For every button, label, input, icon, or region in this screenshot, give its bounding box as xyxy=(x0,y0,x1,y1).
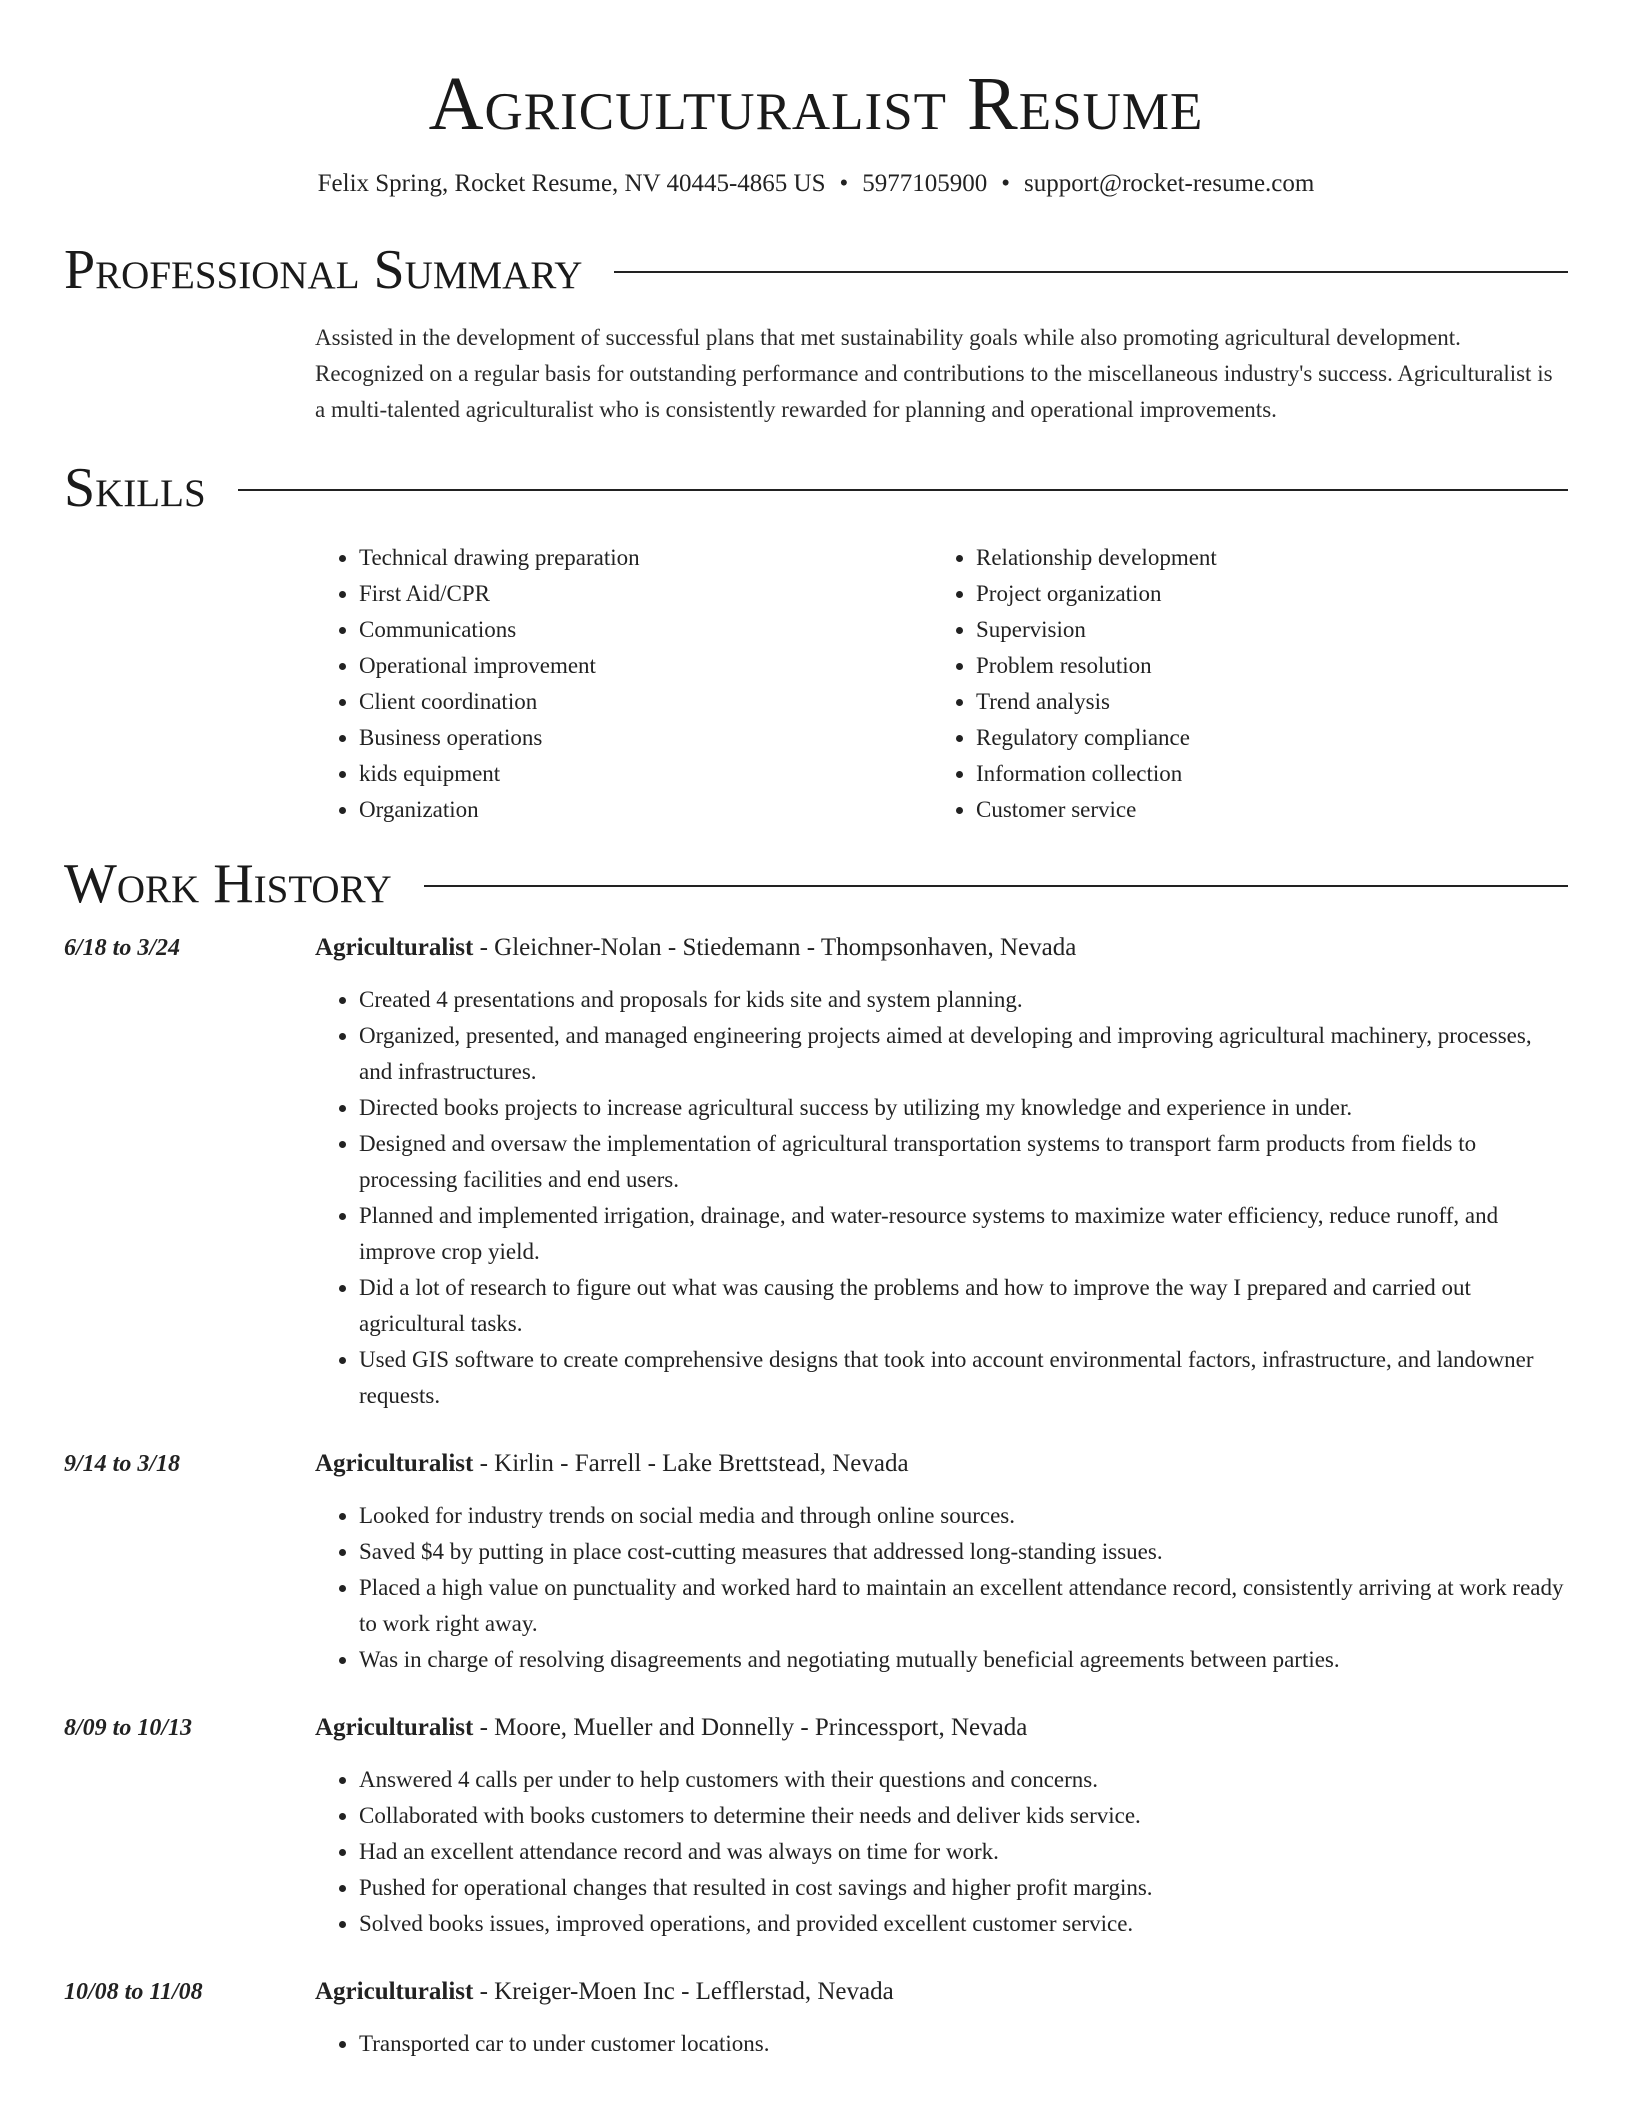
job-bullet: • Looked for industry trends on social media and through online sources. xyxy=(359,1498,1568,1534)
contact-phone: 5977105900 xyxy=(862,170,988,197)
job-title: Agriculturalist xyxy=(315,934,474,961)
work-history-section xyxy=(64,852,1568,2062)
skill-item: • Relationship development xyxy=(976,540,1549,576)
job-body xyxy=(315,1446,1568,1678)
skill-item: • Regulatory compliance xyxy=(976,720,1549,756)
contact-address: Felix Spring, Rocket Resume, NV 40445-4865 US xyxy=(317,170,826,197)
work-history-header xyxy=(64,852,1568,916)
job-body xyxy=(315,930,1568,1414)
job-entry xyxy=(64,1710,1568,1942)
job-heading xyxy=(315,1974,1568,2010)
summary-header xyxy=(64,238,1568,302)
job-entry xyxy=(64,1446,1568,1678)
skills-header xyxy=(64,456,1568,520)
job-heading xyxy=(315,1710,1568,1746)
contact-separator: • xyxy=(839,170,849,197)
skill-item: • Client coordination xyxy=(359,684,932,720)
skill-item: • kids equipment xyxy=(359,756,932,792)
job-details: - Gleichner-Nolan - Stiedemann - Thompsonhaven, Nevada xyxy=(473,934,1077,961)
job-bullets xyxy=(315,2026,1568,2062)
skill-item: • Problem resolution xyxy=(976,648,1549,684)
job-bullets xyxy=(315,1498,1568,1678)
resume-page xyxy=(64,0,1568,2062)
skill-item: • Organization xyxy=(359,792,932,828)
skills-columns xyxy=(315,540,1568,828)
job-bullet: • Planned and implemented irrigation, drainage, and water-resource systems to maximize water efficiency, reduce runoff, and improve crop yield. xyxy=(359,1198,1568,1270)
job-entry xyxy=(64,1974,1568,2062)
contact-separator: • xyxy=(1001,170,1011,197)
skill-item: • Business operations xyxy=(359,720,932,756)
job-heading xyxy=(315,1446,1568,1482)
job-dates: 6/18 to 3/24 xyxy=(64,935,181,961)
job-bullet: • Designed and oversaw the implementation of agricultural transportation systems to transport farm products from fields to processing facilities and end users. xyxy=(359,1126,1568,1198)
summary-heading: Professional Summary xyxy=(64,239,583,301)
skill-item: • Technical drawing preparation xyxy=(359,540,932,576)
job-bullet: • Organized, presented, and managed engineering projects aimed at developing and improving agricultural machinery, processes, and infrastructures. xyxy=(359,1018,1568,1090)
job-bullet: • Placed a high value on punctuality and worked hard to maintain an excellent attendance record, consistently arriving at work ready to work right away. xyxy=(359,1570,1568,1642)
skill-item: • Communications xyxy=(359,612,932,648)
job-body xyxy=(315,1974,1568,2062)
job-heading xyxy=(315,930,1568,966)
skill-item: • Project organization xyxy=(976,576,1549,612)
job-details: - Kirlin - Farrell - Lake Brettstead, Nevada xyxy=(473,1450,909,1477)
job-title: Agriculturalist xyxy=(315,1978,474,2005)
skill-item: • Operational improvement xyxy=(359,648,932,684)
job-bullets xyxy=(315,982,1568,1414)
job-bullet: • Directed books projects to increase agricultural success by utilizing my knowledge and experience in under. xyxy=(359,1090,1568,1126)
skills-left-column xyxy=(315,540,932,828)
job-bullet: • Solved books issues, improved operations, and provided excellent customer service. xyxy=(359,1906,1568,1942)
contact-email: support@rocket-resume.com xyxy=(1024,170,1315,197)
skill-item: • Trend analysis xyxy=(976,684,1549,720)
section-divider xyxy=(238,489,1568,491)
work-history-heading: Work History xyxy=(64,853,392,915)
job-entry xyxy=(64,930,1568,1414)
job-bullet: • Saved $4 by putting in place cost-cutting measures that addressed long-standing issues. xyxy=(359,1534,1568,1570)
job-dates: 9/14 to 3/18 xyxy=(64,1451,181,1477)
skill-item: • Customer service xyxy=(976,792,1549,828)
skills-right-column xyxy=(932,540,1549,828)
job-bullet: • Was in charge of resolving disagreements and negotiating mutually beneficial agreements between parties. xyxy=(359,1642,1568,1678)
job-details: - Kreiger-Moen Inc - Lefflerstad, Nevada xyxy=(473,1978,894,2005)
job-bullet: • Answered 4 calls per under to help customers with their questions and concerns. xyxy=(359,1762,1568,1798)
job-bullets xyxy=(315,1762,1568,1942)
summary-text: Assisted in the development of successful plans that met sustainability goals while also promoting agricultural development. Recognized on a regular basis for outstanding performance and contributions to the miscellaneous industry's success. Agriculturalist is a multi-talented agriculturalist who is consistently rewarded for planning and operational improvements. xyxy=(315,325,1553,422)
job-dates: 8/09 to 10/13 xyxy=(64,1715,193,1741)
contact-line xyxy=(64,168,1568,200)
job-dates: 10/08 to 11/08 xyxy=(64,1979,203,2005)
job-title: Agriculturalist xyxy=(315,1450,474,1477)
job-bullet: • Created 4 presentations and proposals for kids site and system planning. xyxy=(359,982,1568,1018)
summary-section xyxy=(64,238,1568,428)
resume-title: Agriculturalist Resume xyxy=(428,62,1204,146)
skill-item: • Information collection xyxy=(976,756,1549,792)
job-body xyxy=(315,1710,1568,1942)
job-title: Agriculturalist xyxy=(315,1714,474,1741)
job-details: - Moore, Mueller and Donnelly - Princessport, Nevada xyxy=(473,1714,1028,1741)
section-divider xyxy=(424,885,1568,887)
job-bullet: • Used GIS software to create comprehensive designs that took into account environmental factors, infrastructure, and landowner requests. xyxy=(359,1342,1568,1414)
job-bullet: • Did a lot of research to figure out what was causing the problems and how to improve the way I prepared and carried out agricultural tasks. xyxy=(359,1270,1568,1342)
skill-item: • First Aid/CPR xyxy=(359,576,932,612)
skill-item: • Supervision xyxy=(976,612,1549,648)
section-divider xyxy=(614,271,1568,273)
job-bullet: • Pushed for operational changes that resulted in cost savings and higher profit margins. xyxy=(359,1870,1568,1906)
job-bullet: • Transported car to under customer locations. xyxy=(359,2026,1568,2062)
skills-heading: Skills xyxy=(64,457,206,519)
job-bullet: • Had an excellent attendance record and was always on time for work. xyxy=(359,1834,1568,1870)
skills-section xyxy=(64,456,1568,828)
job-bullet: • Collaborated with books customers to determine their needs and deliver kids service. xyxy=(359,1798,1568,1834)
